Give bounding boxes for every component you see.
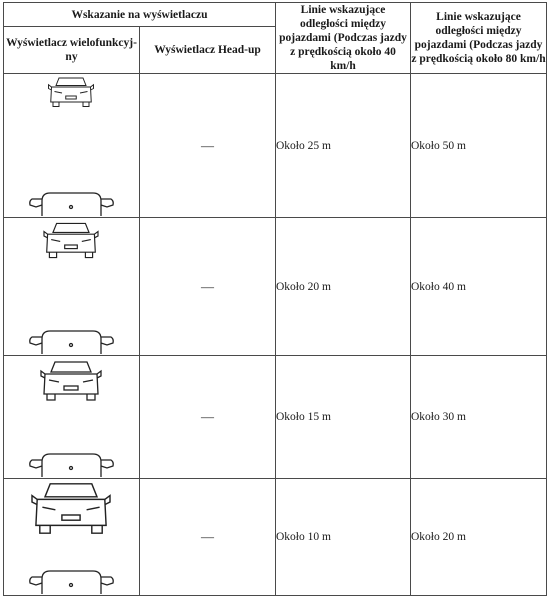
near-car-icon	[4, 356, 139, 410]
distance-40kmh: Około 10 m	[276, 479, 411, 596]
distance-80kmh: Około 50 m	[411, 74, 547, 218]
distance-80kmh: Około 40 m	[411, 218, 547, 356]
header-40kmh: Linie wskazujące odległości między pojazdami (Podczas jazdy z prędkością około 40 km/h	[276, 3, 411, 74]
header-80kmh: Linie wskazujące odległości między pojazdami (Podczas jazdy z prędkością około 80 km/h	[411, 3, 547, 74]
distance-40kmh: Około 20 m	[276, 218, 411, 356]
header-hud: Wyświetlacz Head-up	[140, 27, 276, 74]
multi-display-cell	[4, 479, 140, 596]
multi-display-cell	[4, 218, 140, 356]
multi-display-cell	[4, 356, 140, 479]
own-car-icon	[4, 327, 139, 355]
distance-40kmh: Około 15 m	[276, 356, 411, 479]
hud-cell: —	[140, 479, 276, 596]
own-car-icon	[4, 567, 139, 595]
distance-80kmh: Około 30 m	[411, 356, 547, 479]
table-row	[4, 356, 547, 479]
distance-40kmh: Około 25 m	[276, 74, 411, 218]
group-header: Wskazanie na wyświetlaczu	[4, 3, 276, 27]
table-row	[4, 74, 547, 218]
hud-cell: —	[140, 356, 276, 479]
table-row	[4, 218, 547, 356]
far-car-icon	[4, 74, 139, 114]
closest-car-icon	[4, 479, 139, 545]
own-car-icon	[4, 189, 139, 217]
table-row	[4, 479, 547, 596]
distance-80kmh: Około 20 m	[411, 479, 547, 596]
own-car-icon	[4, 450, 139, 478]
multi-display-cell	[4, 74, 140, 218]
hud-cell: —	[140, 218, 276, 356]
hud-cell: —	[140, 74, 276, 218]
medium-car-icon	[4, 218, 139, 268]
distance-table	[3, 2, 547, 596]
header-multi-display: Wyświetlacz wielofunkcyj-ny	[4, 27, 140, 74]
